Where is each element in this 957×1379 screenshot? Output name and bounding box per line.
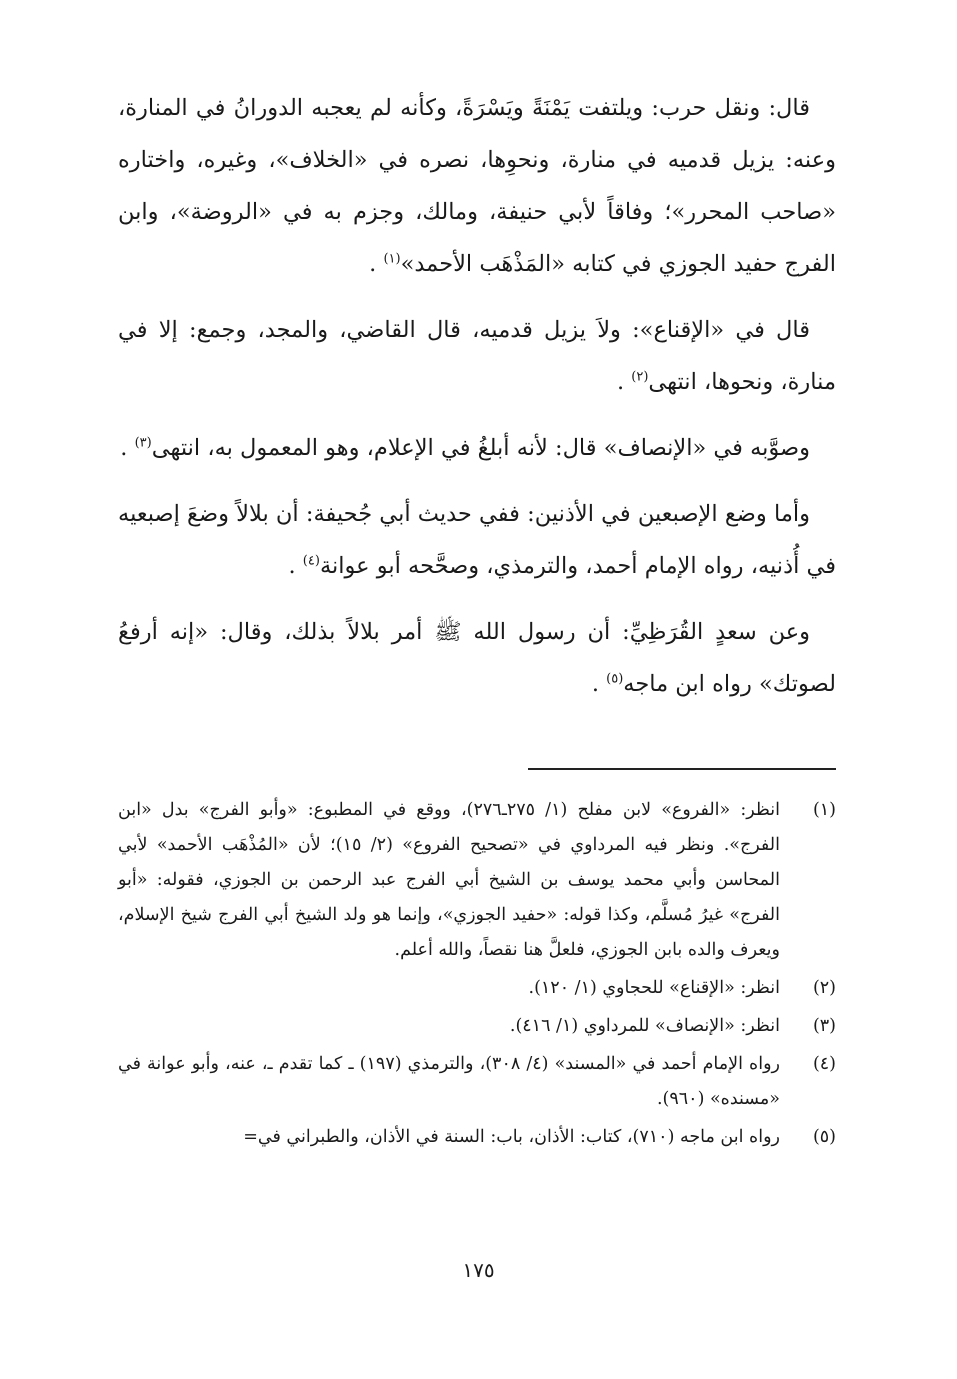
page-number: ١٧٥ <box>462 1258 495 1282</box>
footnote-text: انظر: «الفروع» لابن مفلح (١/ ٢٧٥ـ٢٧٦)، ووقع في المطبوع: «وأبو الفرج» بدل «ابن الفرج». ونظر فيه المرداوي في «تصحيح الفروع» (٢/ ١٥)؛ لأن «المُذْهَب الأحمد» لأبي المحاسن وأبي محمد يوسف بن الشيخ أبي الفرج عبد الرحمن بن الجوزي، فقوله: «أبو الفرج» غيرُ مُسلَّم، وكذا قوله: «حفيد الجوزي»، وإنما هو ولد الشيخ أبي الفرج شيخ الإسلام، ويعرف والده بابن الجوزي، فلعلَّ هنا نقصاً، والله أعلم. <box>118 800 781 960</box>
footnote-ref: (٥) <box>606 671 624 687</box>
paragraph-3 <box>118 422 836 474</box>
paragraph-text: وأما وضع الإصبعين في الأذنين: ففي حديث أبي جُحيفة: أن بلالاً وضعَ إصبعيه في أُذنيه، رواه الإمام أحمد، والترمذي، وصحَّحه أبو عوانة <box>118 501 836 579</box>
paragraph-end: . <box>288 553 296 579</box>
paragraph-end: . <box>616 369 625 395</box>
footnote-number: (٥) <box>812 1127 836 1147</box>
footnote-number: (٤) <box>812 1054 836 1074</box>
paragraph-end: . <box>591 671 599 697</box>
footnote-text: انظر: «الإقناع» للحجاوي (١/ ١٢٠). <box>528 978 780 998</box>
footnote-number: (٢) <box>812 978 836 998</box>
paragraph-4 <box>118 488 836 592</box>
footnote-3 <box>118 1009 836 1044</box>
footnote-ref: (١) <box>383 251 401 267</box>
footnote-ref: (٢) <box>631 369 649 385</box>
footnote-5 <box>118 1120 836 1155</box>
paragraph-2 <box>118 304 836 408</box>
paragraph-text: قال في «الإقناع»: ولاَ يزيل قدميه، قال القاضي، والمجد، وجمع: إلا في منارة، ونحوها، انتهى <box>118 317 836 395</box>
paragraph-end: . <box>120 435 128 461</box>
paragraph-1 <box>118 82 836 290</box>
main-text <box>118 82 836 724</box>
footnote-text: رواه ابن ماجه (٧١٠)، كتاب: الأذان، باب: السنة في الأذان، والطبراني في= <box>243 1127 780 1147</box>
footnote-ref: (٤) <box>302 553 320 569</box>
footnote-text: انظر: «الإنصاف» للمرداوي (١/ ٤١٦). <box>509 1016 780 1036</box>
paragraph-text: وعن سعدٍ القُرَظِيِّ: أن رسول الله ﷺ أمر بلالاً بذلك، وقال: «إنه أرفعُ لصوتك» رواه ابن ماجه <box>118 619 836 697</box>
footnote-4 <box>118 1047 836 1117</box>
paragraph-end: . <box>369 251 377 277</box>
paragraph-text: وصوَّبه في «الإنصاف» قال: لأنه أبلغُ في الإعلام، وهو المعمول به، انتهى <box>151 435 810 461</box>
footnote-ref: (٣) <box>134 435 152 451</box>
footnote-1 <box>118 793 836 968</box>
footnote-number: (٣) <box>812 1016 836 1036</box>
footnote-separator <box>528 768 836 770</box>
footnote-number: (١) <box>812 800 836 820</box>
footnotes <box>118 793 836 1158</box>
paragraph-5 <box>118 606 836 710</box>
footnote-text: رواه الإمام أحمد في «المسند» (٤/ ٣٠٨)، والترمذي (١٩٧) ـ كما تقدم ـ، عنه، وأبو عوانة في «مسنده» (٩٦٠). <box>118 1054 780 1109</box>
paragraph-text: قال: ونقل حرب: ويلتفت يَمْنَةً ويَسْرَةً، وكأنه لم يعجبه الدورانُ في المنارة، وعنه: يزيل قدميه في منارة، ونحوِها، نصره في «الخلاف»، وغيره، واختاره «صاحب المحرر»؛ وفاقاً لأبي حنيفة، ومالك، وجزم به في «الروضة»، وابن الفرج حفيد الجوزي في كتابه «المَذْهَب الأحمد» <box>118 95 836 277</box>
footnote-2 <box>118 971 836 1006</box>
